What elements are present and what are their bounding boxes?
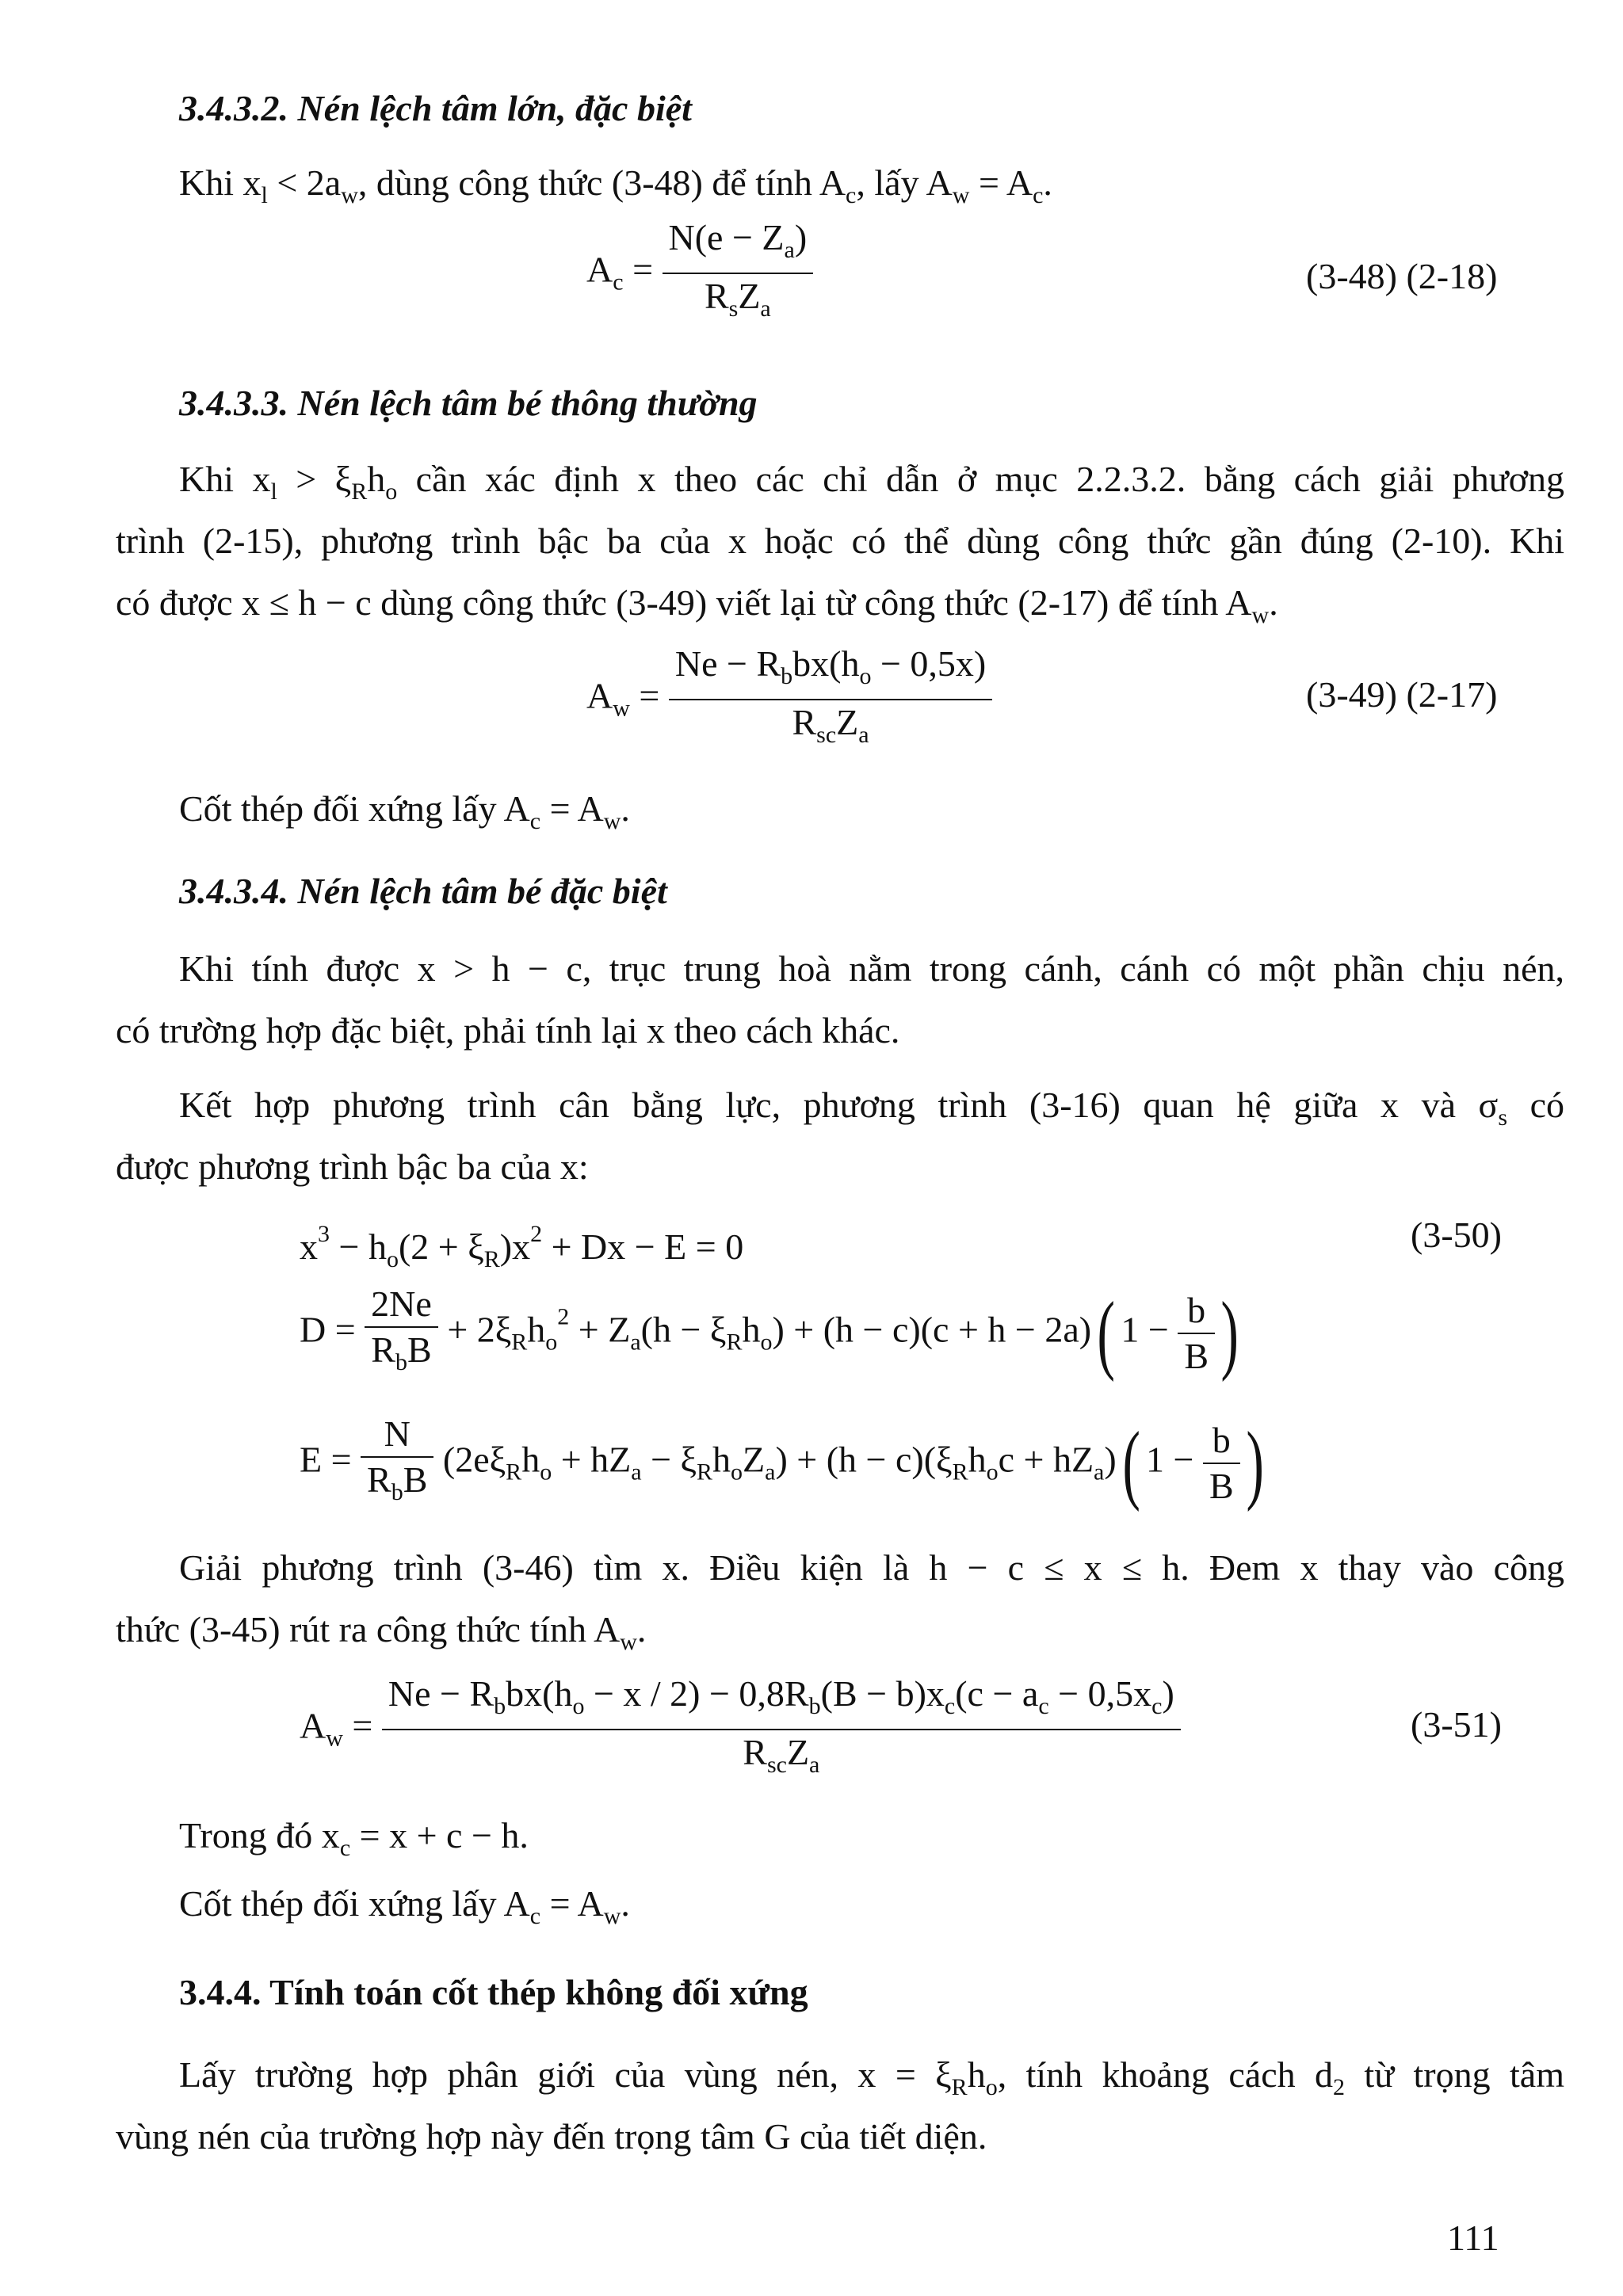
equation-3-48: $A_c$ = $\frac{N(e - Z_a)}{R_sZ_a}$ xyxy=(586,215,813,331)
paragraph-xc-definition: Trong đó $x_c = x + c - h$. xyxy=(179,1815,529,1861)
paragraph-line: Khi $x_l > \xi_Rh_o$ cần xác định x theo các chỉ dẫn ở mục 2.2.3.2. bằng cách giải phương xyxy=(179,459,1565,505)
paragraph-line: có trường hợp đặc biệt, phải tính lại x theo cách khác. xyxy=(116,1010,900,1051)
equation-number-3-48: (3-48) (2-18) xyxy=(1306,256,1498,296)
equation-3-50: $x^3 - h_o(2 + \xi_R)x^2 + Dx - E = 0$ xyxy=(300,1221,744,1272)
equation-D: D = $\frac{2Ne}{R_bB}$ + $2\xi_Rh_o^2 + Z_a(h - \xi_Rh_o) + (h - c)(c + h - 2a)$( 1 − $\frac{b}{B}$ ) xyxy=(300,1283,1239,1383)
section-heading-3-4-3-2: 3.4.3.2. Nén lệch tâm lớn, đặc biệt xyxy=(179,88,692,128)
paragraph-3-4-3-2: Khi $x_l < 2a_w$, dùng công thức (3-48) để tính $A_c$, lấy $A_w = A_c$. xyxy=(179,162,1052,208)
paragraph-line: vùng nén của trường hợp này đến trọng tâm G của tiết diện. xyxy=(116,2116,987,2157)
paragraph-line: Giải phương trình (3-46) tìm x. Điều kiện là h − c ≤ x ≤ h. Đem x thay vào công xyxy=(179,1547,1564,1588)
page-number: 111 xyxy=(1447,2218,1499,2258)
paragraph-symmetric-2: Cốt thép đối xứng lấy $A_c = A_w$. xyxy=(179,1883,630,1929)
section-heading-3-4-4: 3.4.4. Tính toán cốt thép không đối xứng xyxy=(179,1972,808,2012)
paragraph-line: được phương trình bậc ba của x: xyxy=(116,1146,589,1187)
equation-3-51: $A_w$ = $\frac{Ne - R_bbx(h_o - x / 2) - 0,8R_b(B - b)x_c(c - a_c - 0,5x_c)}{R_{sc}Z_a}$ xyxy=(300,1672,1181,1787)
paragraph-line: trình (2-15), phương trình bậc ba của x hoặc có thể dùng công thức gần đúng (2-10). Khi xyxy=(116,521,1564,561)
equation-number-3-50: (3-50) xyxy=(1411,1215,1502,1255)
paragraph-line: Khi tính được x > h − c, trục trung hoà nằm trong cánh, cánh có một phần chịu nén, xyxy=(179,948,1564,989)
paragraph-line: Lấy trường hợp phân giới của vùng nén, $x = \xi_Rh_o$, tính khoảng cách $d_2$ từ trọng tâm xyxy=(179,2054,1564,2100)
section-heading-3-4-3-4: 3.4.3.4. Nén lệch tâm bé đặc biệt xyxy=(179,871,667,911)
paragraph-symmetric-1: Cốt thép đối xứng lấy $A_c = A_w$. xyxy=(179,788,630,834)
equation-3-49: $A_w$ = $\frac{Ne - R_bbx(h_o - 0,5x)}{R_{sc}Z_a}$ xyxy=(586,642,992,757)
section-heading-3-4-3-3: 3.4.3.3. Nén lệch tâm bé thông thường xyxy=(179,383,758,423)
paragraph-line: có được x ≤ h − c dùng công thức (3-49) viết lại từ công thức (2-17) để tính $A_w$. xyxy=(116,582,1278,628)
equation-number-3-51: (3-51) xyxy=(1411,1704,1502,1745)
equation-number-3-49: (3-49) (2-17) xyxy=(1306,674,1498,715)
paragraph-line: Kết hợp phương trình cân bằng lực, phương trình (3-16) quan hệ giữa x và $\sigma_s$ có xyxy=(179,1085,1565,1131)
paragraph-line: thức (3-45) rút ra công thức tính $A_w$. xyxy=(116,1609,647,1655)
equation-E: E = $\frac{N}{R_bB}$ $(2e\xi_Rh_o + hZ_a - \xi_Rh_oZ_a) + (h - c)(\xi_Rh_oc + hZ_a)$( 1 − $\frac{b}{B}$ ) xyxy=(300,1413,1264,1512)
